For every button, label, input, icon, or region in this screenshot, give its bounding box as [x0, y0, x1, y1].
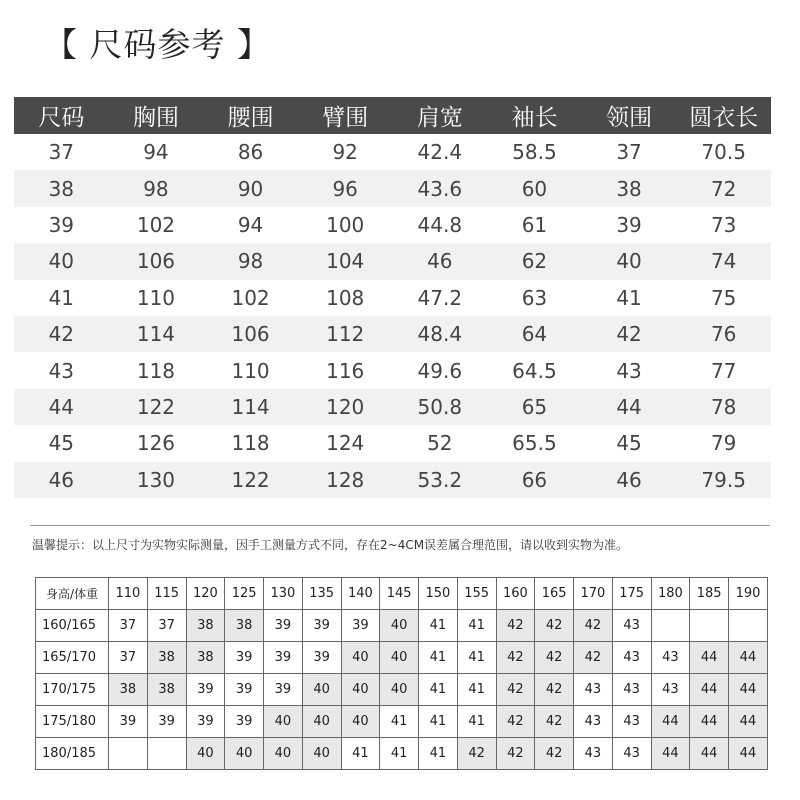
size-cell: 126 [136, 431, 176, 456]
weight-header: 180 [651, 578, 690, 610]
weight-header: 165 [535, 578, 574, 610]
size-cell: 38 [14, 170, 109, 206]
weight-header: 110 [109, 578, 148, 610]
size-recommendation-cell: 44 [690, 738, 729, 770]
weight-header: 135 [302, 578, 341, 610]
size-cell: 106 [109, 243, 204, 279]
size-recommendation-cell: 40 [264, 738, 303, 770]
height-label: 175/180 [36, 706, 109, 738]
size-recommendation-cell: 41 [457, 610, 496, 642]
column-header: 胸围 [109, 97, 204, 134]
weight-header: 145 [380, 578, 419, 610]
size-recommendation-table [35, 577, 768, 770]
size-recommendation-cell: 42 [535, 642, 574, 674]
size-recommendation-cell: 40 [264, 706, 303, 738]
size-cell: 64.5 [512, 358, 557, 383]
size-recommendation-cell: 42 [457, 738, 496, 770]
size-cell: 38 [582, 170, 677, 206]
size-cell: 128 [298, 462, 393, 498]
size-recommendation-cell: 39 [302, 642, 341, 674]
height-row [36, 706, 768, 738]
size-cell: 53.2 [393, 462, 488, 498]
size-recommendation-cell: 37 [109, 610, 148, 642]
height-row [36, 738, 768, 770]
size-cell: 45 [616, 431, 642, 456]
size-recommendation-cell: 41 [457, 674, 496, 706]
size-cell: 40 [582, 243, 677, 279]
size-cell: 66 [487, 462, 582, 498]
size-recommendation-cell: 39 [186, 706, 225, 738]
size-recommendation-cell: 40 [302, 738, 341, 770]
size-cell: 124 [326, 431, 365, 456]
size-cell: 44 [14, 389, 109, 425]
size-row [14, 316, 771, 352]
weight-header: 150 [419, 578, 458, 610]
size-recommendation-cell: 42 [574, 610, 613, 642]
size-cell: 40 [14, 243, 109, 279]
size-recommendation-cell: 37 [147, 610, 186, 642]
size-recommendation-cell: 41 [419, 738, 458, 770]
size-recommendation-cell: 40 [341, 642, 380, 674]
size-recommendation-cell: 40 [341, 674, 380, 706]
size-cell: 86 [237, 140, 264, 165]
size-cell: 106 [203, 316, 298, 352]
size-recommendation-cell: 41 [457, 706, 496, 738]
size-cell: 76 [676, 316, 771, 352]
weight-header: 125 [225, 578, 264, 610]
size-cell: 65 [487, 389, 582, 425]
size-cell: 130 [109, 462, 204, 498]
size-chart-header-row [14, 97, 771, 134]
size-cell: 78 [676, 389, 771, 425]
size-row [14, 425, 771, 461]
tip-note: 温馨提示：以上尺寸为实物实际测量，因手工测量方式不同，存在2~4CM误差属合理范围，请以收到实物为准。 [32, 538, 629, 552]
size-cell: 73 [710, 212, 737, 237]
size-cell: 50.8 [393, 389, 488, 425]
height-label: 170/175 [36, 674, 109, 706]
size-cell: 64 [487, 316, 582, 352]
size-recommendation-cell: 39 [302, 610, 341, 642]
size-cell: 79 [710, 431, 737, 456]
column-header: 尺码 [14, 97, 109, 134]
size-recommendation-cell: 38 [109, 674, 148, 706]
size-recommendation-cell: 41 [341, 738, 380, 770]
size-recommendation-cell: 42 [496, 610, 535, 642]
size-recommendation-cell: 40 [225, 738, 264, 770]
size-cell: 116 [326, 358, 365, 383]
size-cell: 118 [231, 431, 270, 456]
size-row [14, 170, 771, 206]
size-recommendation-cell: 42 [535, 706, 574, 738]
size-cell: 94 [143, 140, 169, 165]
size-cell: 46 [582, 462, 677, 498]
size-cell: 41 [48, 285, 75, 310]
size-cell: 43 [48, 358, 75, 383]
size-recommendation-cell: 40 [302, 674, 341, 706]
weight-header: 190 [729, 578, 768, 610]
size-cell: 60 [487, 170, 582, 206]
size-cell: 49.6 [417, 358, 463, 383]
size-recommendation-cell: 43 [612, 738, 651, 770]
size-cell: 102 [231, 285, 270, 310]
size-cell: 39 [48, 212, 75, 237]
size-recommendation-cell: 39 [264, 674, 303, 706]
size-cell: 102 [136, 212, 176, 237]
size-cell: 43 [616, 358, 642, 383]
size-cell: 122 [203, 462, 298, 498]
size-cell: 37 [48, 140, 75, 165]
column-header: 圆衣长 [676, 97, 771, 134]
column-header: 袖长 [487, 97, 582, 134]
size-recommendation-cell: 43 [651, 642, 690, 674]
size-recommendation-cell: 42 [496, 674, 535, 706]
size-recommendation-cell: 40 [302, 706, 341, 738]
size-cell: 74 [676, 243, 771, 279]
size-recommendation-cell: 41 [419, 706, 458, 738]
size-cell: 45 [48, 431, 75, 456]
size-cell: 120 [298, 389, 393, 425]
weight-header: 115 [147, 578, 186, 610]
height-row [36, 610, 768, 642]
size-cell: 65.5 [512, 431, 557, 456]
size-recommendation-cell: 39 [109, 706, 148, 738]
size-cell: 122 [109, 389, 204, 425]
column-header: 肩宽 [393, 97, 488, 134]
size-cell: 46 [393, 243, 488, 279]
height-label: 180/185 [36, 738, 109, 770]
size-cell: 90 [203, 170, 298, 206]
size-recommendation-cell [690, 610, 729, 642]
size-recommendation-cell: 39 [264, 642, 303, 674]
size-cell: 118 [136, 358, 176, 383]
size-recommendation-cell: 39 [225, 642, 264, 674]
size-cell: 114 [109, 316, 204, 352]
size-recommendation-cell: 39 [341, 610, 380, 642]
size-cell: 110 [231, 358, 270, 383]
weight-header: 155 [457, 578, 496, 610]
size-cell: 58.5 [512, 140, 557, 165]
size-row [14, 280, 771, 316]
size-cell: 94 [237, 212, 264, 237]
size-cell: 98 [203, 243, 298, 279]
size-recommendation-cell: 44 [729, 738, 768, 770]
size-cell: 114 [203, 389, 298, 425]
size-cell: 46 [14, 462, 109, 498]
size-recommendation-cell: 41 [419, 674, 458, 706]
size-cell: 63 [521, 285, 548, 310]
size-chart-table [14, 97, 771, 498]
size-cell: 96 [298, 170, 393, 206]
size-cell: 39 [616, 212, 642, 237]
size-recommendation-cell: 39 [264, 610, 303, 642]
size-recommendation-cell: 43 [612, 610, 651, 642]
size-recommendation-cell: 41 [457, 642, 496, 674]
size-recommendation-cell: 38 [147, 674, 186, 706]
size-cell: 61 [521, 212, 548, 237]
size-cell: 44 [582, 389, 677, 425]
size-cell: 92 [332, 140, 358, 165]
size-recommendation-cell: 41 [419, 642, 458, 674]
size-recommendation-cell: 42 [535, 674, 574, 706]
size-cell: 42 [14, 316, 109, 352]
size-cell: 112 [298, 316, 393, 352]
size-cell: 79.5 [676, 462, 771, 498]
size-row [14, 352, 771, 388]
size-cell: 41 [616, 285, 642, 310]
size-recommendation-cell: 40 [380, 642, 419, 674]
size-recommendation-cell [147, 738, 186, 770]
size-cell: 37 [616, 140, 642, 165]
size-recommendation-cell: 43 [612, 674, 651, 706]
weight-header: 160 [496, 578, 535, 610]
size-row [14, 243, 771, 279]
divider [30, 525, 770, 526]
size-recommendation-cell: 42 [496, 738, 535, 770]
size-recommendation-cell: 43 [574, 738, 613, 770]
size-recommendation-cell: 38 [186, 610, 225, 642]
size-cell: 44.8 [417, 212, 463, 237]
size-cell: 110 [136, 285, 176, 310]
height-label: 165/170 [36, 642, 109, 674]
size-cell: 98 [109, 170, 204, 206]
size-recommendation-cell: 44 [651, 706, 690, 738]
size-cell: 48.4 [393, 316, 488, 352]
size-row [14, 134, 771, 170]
size-recommendation-cell: 43 [574, 706, 613, 738]
height-row [36, 674, 768, 706]
weight-header: 130 [264, 578, 303, 610]
size-recommendation-cell: 41 [380, 738, 419, 770]
size-cell: 70.5 [701, 140, 746, 165]
size-recommendation-cell: 38 [225, 610, 264, 642]
size-recommendation-cell: 40 [380, 610, 419, 642]
size-recommendation-cell: 44 [651, 738, 690, 770]
size-recommendation-cell: 42 [535, 610, 574, 642]
size-cell: 104 [298, 243, 393, 279]
column-header: 领围 [582, 97, 677, 134]
size-cell: 47.2 [417, 285, 463, 310]
size-recommendation-cell: 40 [186, 738, 225, 770]
size-cell: 77 [710, 358, 737, 383]
size-cell: 75 [710, 285, 737, 310]
size-recommendation-cell [651, 610, 690, 642]
size-recommendation-cell: 40 [341, 706, 380, 738]
size-recommendation-cell: 44 [690, 706, 729, 738]
size-recommendation-cell: 44 [729, 674, 768, 706]
weight-header: 175 [612, 578, 651, 610]
size-recommendation-cell: 42 [574, 642, 613, 674]
size-cell: 72 [676, 170, 771, 206]
size-recommendation-cell: 42 [535, 738, 574, 770]
size-cell: 43.6 [393, 170, 488, 206]
size-cell: 42.4 [417, 140, 463, 165]
weight-header: 185 [690, 578, 729, 610]
size-recommendation-cell: 39 [147, 706, 186, 738]
corner-header: 身高/体重 [36, 578, 109, 610]
size-cell: 100 [326, 212, 365, 237]
weight-header: 140 [341, 578, 380, 610]
page-title: 【 尺码参考 】 [44, 25, 271, 64]
size-recommendation-cell: 38 [147, 642, 186, 674]
size-recommendation-cell: 43 [574, 674, 613, 706]
size-recommendation-cell: 40 [380, 674, 419, 706]
size-recommendation-cell: 43 [612, 706, 651, 738]
column-header: 腰围 [203, 97, 298, 134]
column-header: 臂围 [298, 97, 393, 134]
height-row [36, 642, 768, 674]
size-recommendation-cell: 43 [651, 674, 690, 706]
weight-header-row [36, 578, 768, 610]
size-cell: 62 [487, 243, 582, 279]
size-recommendation-cell: 39 [225, 706, 264, 738]
weight-header: 170 [574, 578, 613, 610]
size-recommendation-cell [109, 738, 148, 770]
size-row [14, 207, 771, 243]
size-recommendation-cell: 39 [225, 674, 264, 706]
size-recommendation-cell: 41 [380, 706, 419, 738]
size-row [14, 462, 771, 498]
weight-header: 120 [186, 578, 225, 610]
size-cell: 42 [582, 316, 677, 352]
size-cell: 52 [427, 431, 453, 456]
size-recommendation-cell: 42 [496, 642, 535, 674]
size-cell: 108 [326, 285, 365, 310]
size-recommendation-cell: 44 [690, 674, 729, 706]
size-recommendation-cell: 41 [419, 610, 458, 642]
size-recommendation-cell: 38 [186, 642, 225, 674]
size-recommendation-cell: 43 [612, 642, 651, 674]
size-recommendation-cell: 44 [729, 706, 768, 738]
size-row [14, 389, 771, 425]
size-recommendation-cell: 42 [496, 706, 535, 738]
size-recommendation-cell: 39 [186, 674, 225, 706]
size-recommendation-cell: 44 [729, 642, 768, 674]
height-label: 160/165 [36, 610, 109, 642]
size-recommendation-cell [729, 610, 768, 642]
size-recommendation-cell: 44 [690, 642, 729, 674]
size-recommendation-cell: 37 [109, 642, 148, 674]
